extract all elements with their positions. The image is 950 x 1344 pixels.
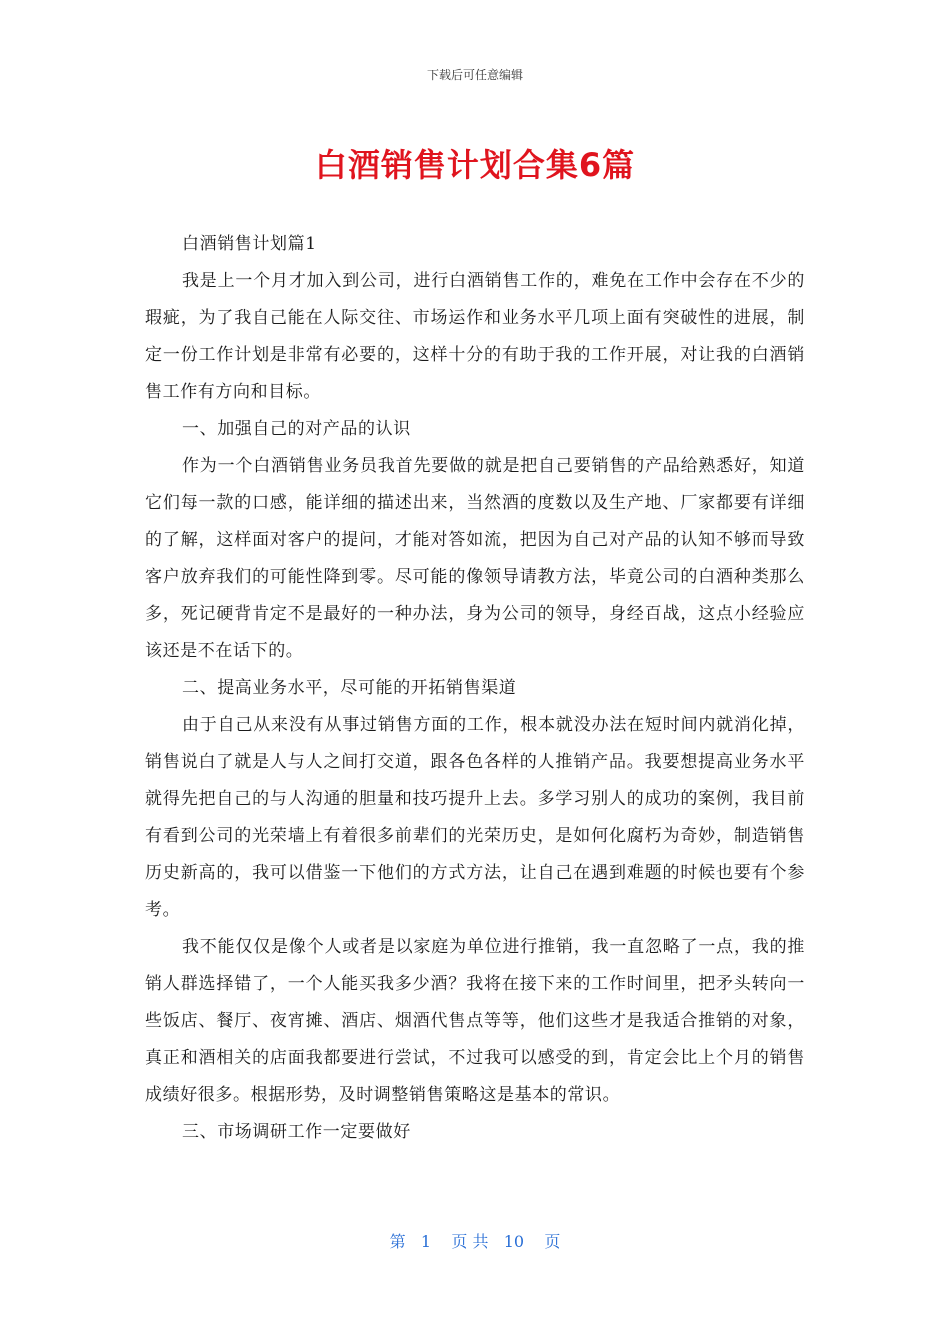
page-number-footer: 第 1 页 共 10 页: [389, 1232, 561, 1251]
section-heading: 白酒销售计划篇1: [182, 234, 317, 254]
paragraph: 作为一个白酒销售业务员我首先要做的就是把自己要销售的产品给熟悉好，知道它们每一款的口感，能详细的描述出来，当然酒的度数以及生产地、厂家都要有详细的了解，这样面对客户的提问，才能对答如流，把因为自己对产品的认知不够而导致客户放弃我们的可能性降到零。尽可能的像领导请教方法，毕竟公司的白酒种类那么多，死记硬背肯定不是最好的一种办法，身为公司的领导，身经百战，这点小经验应该还是不在话下的。: [145, 456, 805, 661]
header-note: 下载后可任意编辑: [426, 68, 523, 82]
section-heading: 一、加强自己的对产品的认识: [182, 419, 411, 439]
paragraph: 我不能仅仅是像个人或者是以家庭为单位进行推销，我一直忽略了一点，我的推销人群选择错了，一个人能买我多少酒？我将在接下来的工作时间里，把矛头转向一些饭店、餐厅、夜宵摊、酒店、烟酒代售点等等，他们这些才是我适合推销的对象，真正和酒相关的店面我都要进行尝试，不过我可以感受的到，肯定会比上个月的销售成绩好很多。根据形势，及时调整销售策略这是基本的常识。: [145, 937, 805, 1105]
section-heading: 二、提高业务水平，尽可能的开拓销售渠道: [182, 678, 517, 698]
section-heading: 三、市场调研工作一定要做好: [182, 1122, 411, 1142]
paragraph: 由于自己从来没有从事过销售方面的工作，根本就没办法在短时间内就消化掉，销售说白了就是人与人之间打交道，跟各色各样的人推销产品。我要想提高业务水平就得先把自己的与人沟通的胆量和技巧提升上去。多学习别人的成功的案例，我目前有看到公司的光荣墙上有着很多前辈们的光荣历史，是如何化腐朽为奇妙，制造销售历史新高的，我可以借鉴一下他们的方式方法，让自己在遇到难题的时候也要有个参考。: [145, 715, 805, 920]
document-title: 白酒销售计划合集6篇: [314, 146, 636, 184]
document-body: [145, 226, 805, 1151]
paragraph: 我是上一个月才加入到公司，进行白酒销售工作的，难免在工作中会存在不少的瑕疵，为了我自己能在人际交往、市场运作和业务水平几项上面有突破性的进展，制定一份工作计划是非常有必要的，这样十分的有助于我的工作开展，对让我的白酒销售工作有方向和目标。: [145, 271, 805, 402]
